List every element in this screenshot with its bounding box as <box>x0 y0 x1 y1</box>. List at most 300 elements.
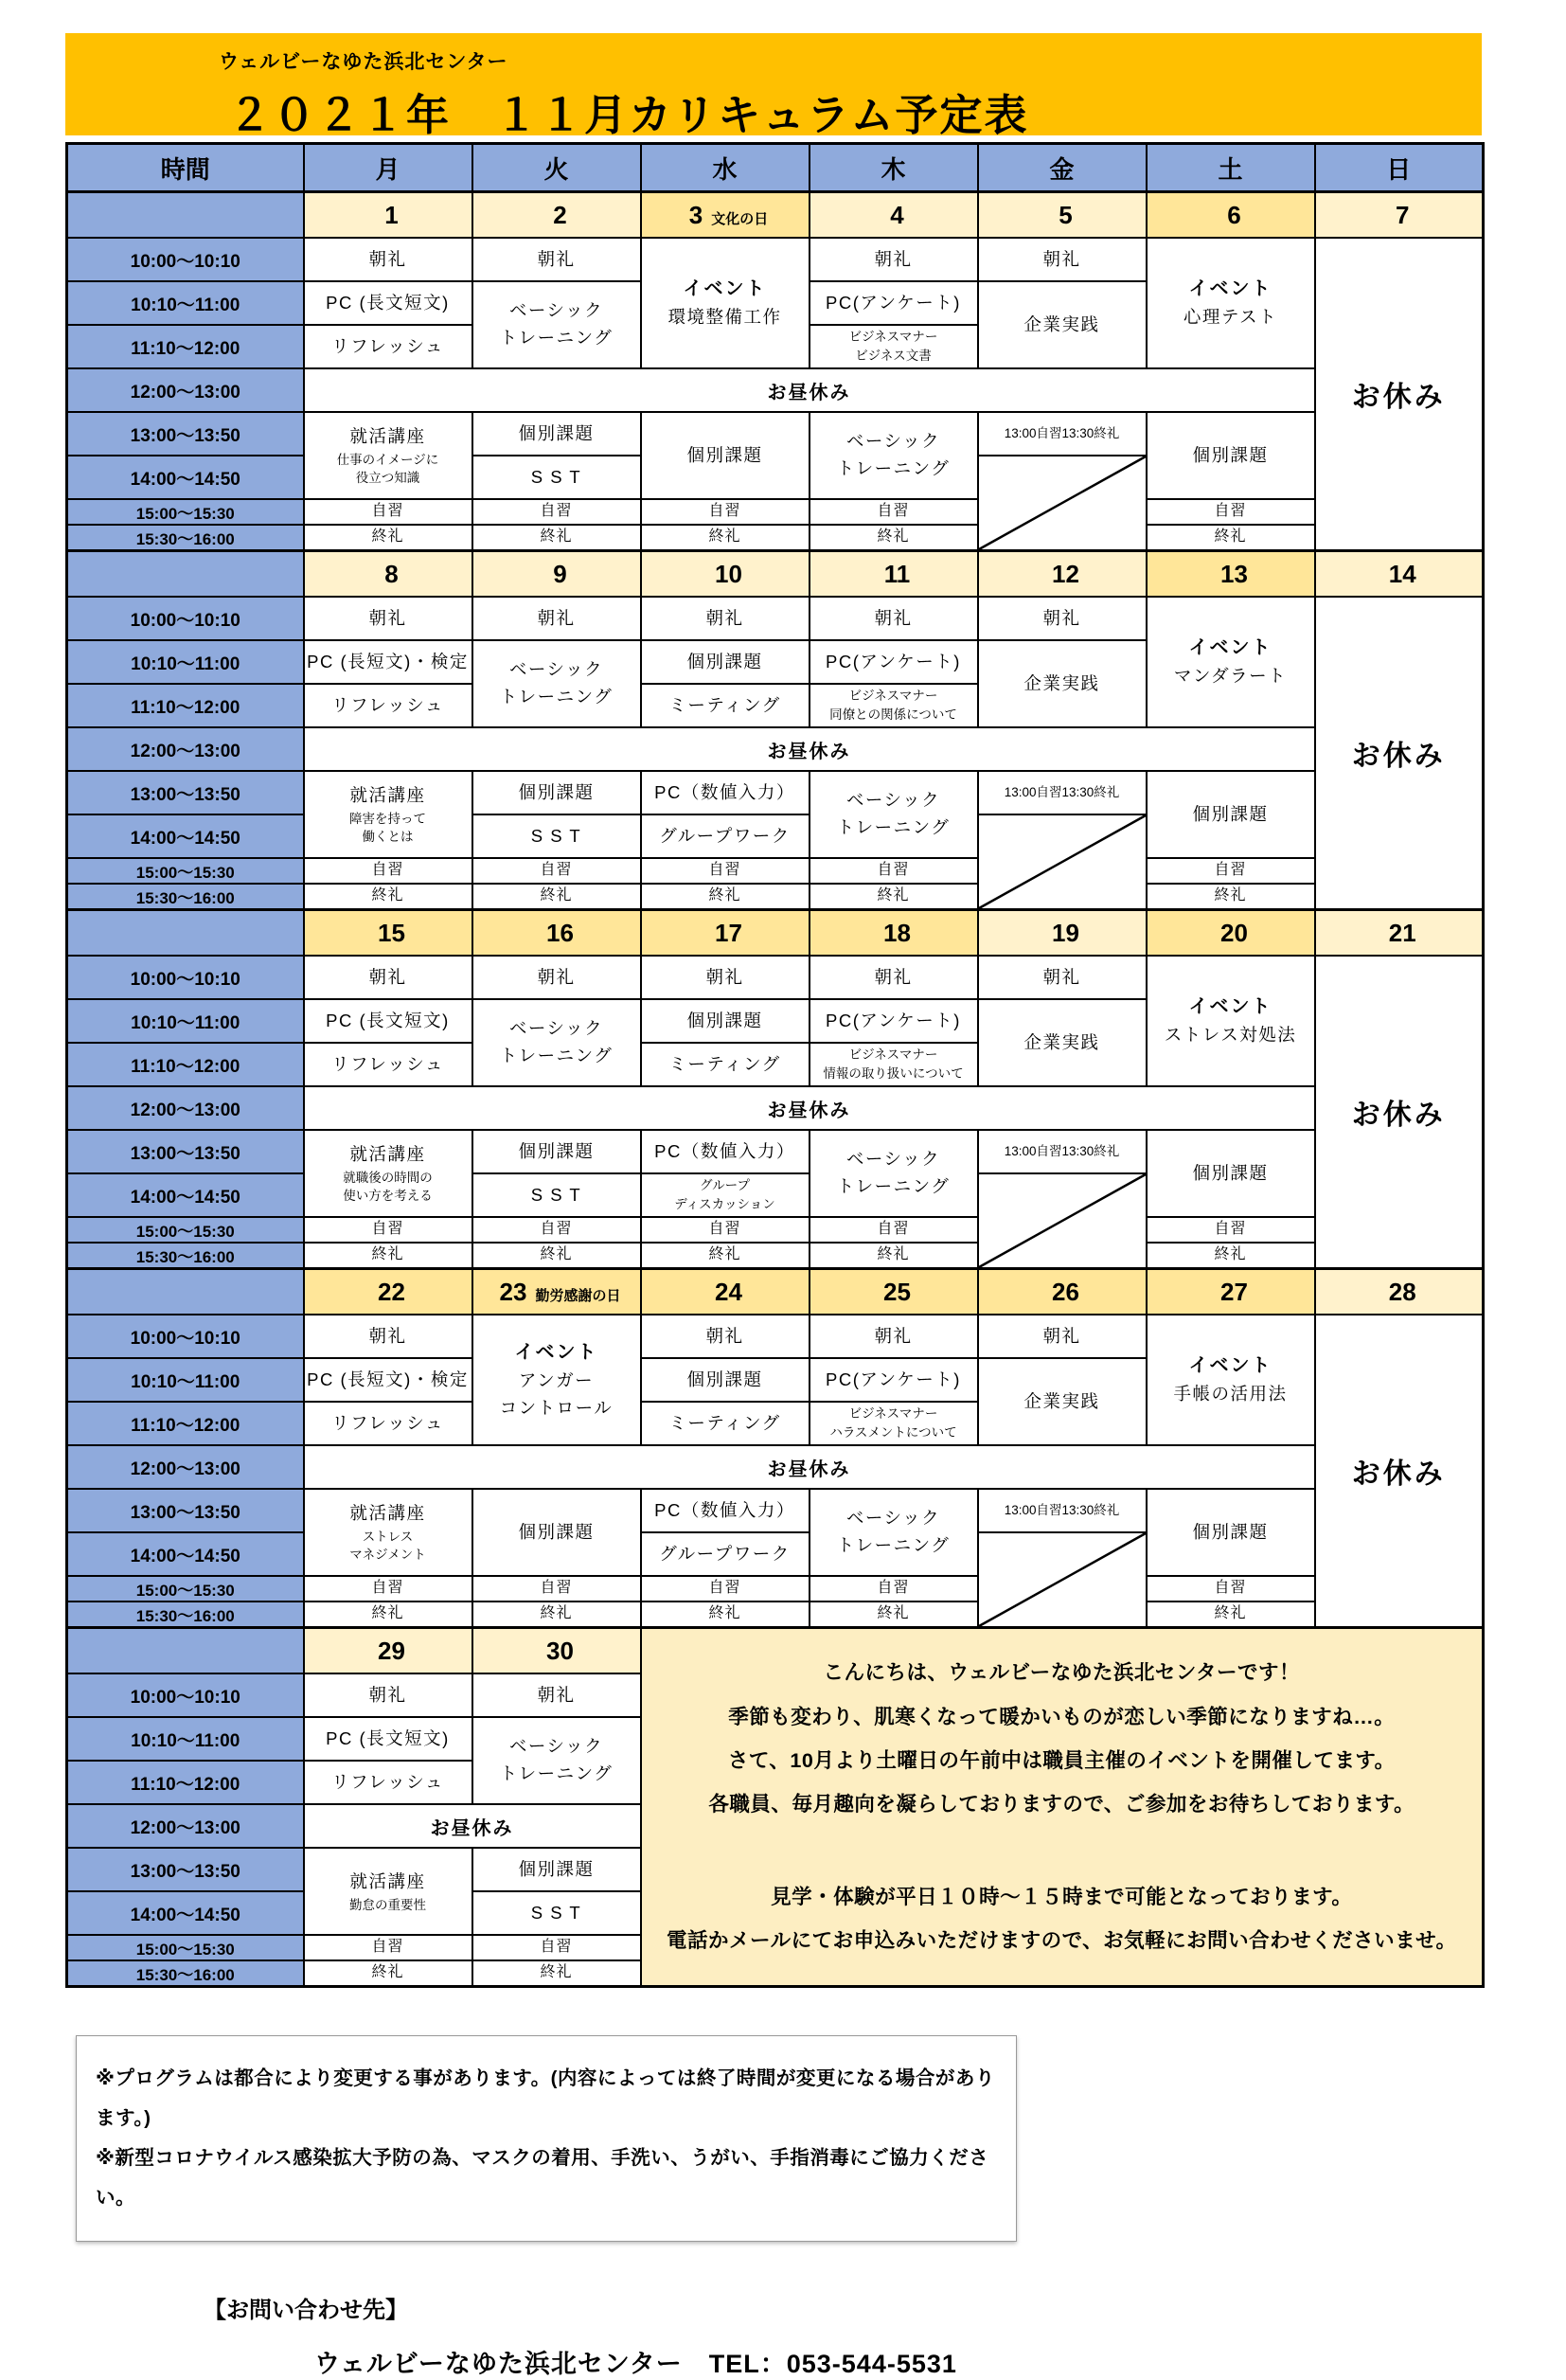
activity-line: 朝礼 <box>537 966 576 987</box>
time-cell: 14:00～14:50 <box>67 1173 304 1217</box>
activity-line: 終礼 <box>540 1964 573 1981</box>
date-number: 14 <box>1388 559 1416 588</box>
schedule-row <box>67 1576 1484 1602</box>
activity-cell <box>1147 1130 1315 1217</box>
closed-cell: お休み <box>1315 1315 1484 1628</box>
time-header-cell: 時間 <box>67 144 304 192</box>
activity-line: 自習 <box>540 1221 573 1238</box>
activity-line: 朝礼 <box>1042 966 1081 987</box>
time-cell: 11:10～12:00 <box>67 684 304 727</box>
date-row <box>67 1628 1484 1674</box>
activity-line: 朝礼 <box>705 966 744 987</box>
activity-line: 朝礼 <box>1042 248 1081 269</box>
date-cell <box>1147 1269 1315 1315</box>
activity-line: 終礼 <box>540 528 573 546</box>
closed-cell: お休み <box>1315 956 1484 1269</box>
activity-cell <box>472 1673 641 1717</box>
date-row-corner <box>67 551 304 598</box>
activity-line: 個別課題 <box>518 1858 595 1879</box>
activity-line: 13:00自習13:30終礼 <box>1004 1503 1120 1518</box>
activity-cell <box>472 1243 641 1269</box>
activity-line: S S T <box>530 825 582 846</box>
date-cell <box>978 910 1147 957</box>
activity-line: ベーシック <box>845 431 941 452</box>
activity-cell <box>810 684 978 727</box>
date-cell <box>1147 551 1315 598</box>
activity-line: 終礼 <box>1214 528 1247 546</box>
activity-line: 終礼 <box>1214 887 1247 904</box>
activity-line: 勤怠の重要性 <box>349 1897 426 1912</box>
activity-cell <box>978 1315 1147 1358</box>
schedule-row <box>67 858 1484 884</box>
activity-line: 朝礼 <box>1042 1325 1081 1346</box>
message-line: 見学・体験が平日１０時～１５時まで可能となっております。 <box>771 1886 1353 1909</box>
activity-line: リフレッシュ <box>331 335 444 356</box>
date-row-corner <box>67 910 304 957</box>
time-cell: 10:10～11:00 <box>67 1717 304 1761</box>
activity-line: 自習 <box>708 503 741 520</box>
activity-line: 企業実践 <box>1023 672 1100 693</box>
activity-line: ベーシック <box>508 1018 604 1039</box>
message-line: さて、10月より土曜日の午前中は職員主催のイベントを開催してます。 <box>727 1748 1396 1772</box>
day-header-cell: 火 <box>472 144 641 192</box>
diagonal-cell <box>978 814 1147 910</box>
date-cell <box>1315 910 1484 957</box>
activity-line: 個別課題 <box>686 651 763 671</box>
activity-line: ベーシック <box>845 790 941 811</box>
schedule-row <box>67 1243 1484 1269</box>
date-number: 29 <box>378 1636 405 1665</box>
activity-line: ビジネスマナー <box>848 1406 938 1422</box>
day-header-cell: 月 <box>304 144 472 192</box>
activity-cell <box>472 814 641 858</box>
activity-line: 終礼 <box>877 1246 910 1263</box>
activity-cell <box>1147 412 1315 499</box>
activity-cell <box>304 281 472 325</box>
activity-cell <box>810 1130 978 1217</box>
activity-cell <box>810 412 978 499</box>
time-cell: 13:00～13:50 <box>67 771 304 814</box>
message-line: 電話かメールにてお申込みいただけますので、お気軽にお問い合わせくださいませ。 <box>667 1929 1457 1953</box>
activity-line: 心理テスト <box>1183 307 1278 328</box>
activity-cell <box>472 999 641 1086</box>
activity-cell <box>1147 858 1315 884</box>
schedule-row <box>67 1315 1484 1358</box>
activity-cell <box>641 1217 810 1243</box>
activity-line: 企業実践 <box>1023 313 1100 334</box>
time-cell: 15:30～16:00 <box>67 1960 304 1987</box>
activity-line: ストレス <box>362 1529 414 1544</box>
activity-line: 情報の取り扱いについて <box>823 1066 964 1081</box>
time-cell: 13:00～13:50 <box>67 1848 304 1891</box>
activity-cell <box>978 1358 1147 1445</box>
activity-line: ビジネスマナー <box>848 1047 938 1063</box>
activity-cell <box>472 1602 641 1628</box>
activity-line: 就活講座 <box>349 1144 426 1165</box>
activity-cell <box>304 1489 472 1576</box>
activity-line: 自習 <box>1214 503 1247 520</box>
day-header-cell: 金 <box>978 144 1147 192</box>
activity-line: 朝礼 <box>537 607 576 628</box>
lunch-cell: お昼休み <box>304 727 1315 771</box>
activity-cell <box>810 525 978 551</box>
activity-cell <box>641 814 810 858</box>
schedule-row <box>67 597 1484 640</box>
activity-line: マネジメント <box>349 1548 426 1563</box>
activity-line: 自習 <box>540 503 573 520</box>
time-cell: 14:00～14:50 <box>67 1891 304 1935</box>
date-cell <box>810 910 978 957</box>
activity-cell <box>1147 771 1315 858</box>
activity-cell <box>641 999 810 1043</box>
date-number: 26 <box>1052 1277 1079 1306</box>
activity-cell <box>472 281 641 368</box>
activity-cell <box>810 281 978 325</box>
activity-line: PC(アンケート) <box>826 1369 961 1389</box>
date-row-corner <box>67 1269 304 1315</box>
activity-cell <box>1147 238 1315 368</box>
activity-cell <box>1147 884 1315 910</box>
time-cell: 11:10～12:00 <box>67 1402 304 1445</box>
activity-line: 終礼 <box>371 1964 404 1981</box>
activity-line: 自習 <box>877 862 910 879</box>
activity-line: 13:00自習13:30終礼 <box>1004 426 1120 441</box>
activity-line: 個別課題 <box>518 422 595 443</box>
activity-line: S S T <box>530 1184 582 1205</box>
activity-cell <box>641 684 810 727</box>
activity-cell <box>978 597 1147 640</box>
activity-line: 13:00自習13:30終礼 <box>1004 1144 1120 1159</box>
activity-cell <box>304 1043 472 1086</box>
date-cell <box>472 192 641 239</box>
activity-cell <box>304 499 472 525</box>
lunch-cell: お昼休み <box>304 1086 1315 1130</box>
activity-cell <box>472 1173 641 1217</box>
activity-cell <box>810 1315 978 1358</box>
time-cell: 12:00～13:00 <box>67 1445 304 1489</box>
activity-line: 個別課題 <box>518 781 595 802</box>
activity-line: 同僚との関係について <box>829 707 957 722</box>
day-header-cell: 土 <box>1147 144 1315 192</box>
activity-cell <box>472 1130 641 1173</box>
activity-line: リフレッシュ <box>331 1053 444 1074</box>
activity-line: PC (長文短文) <box>326 292 450 313</box>
date-number: 1 <box>384 200 399 229</box>
activity-line: 個別課題 <box>518 1521 595 1542</box>
time-cell: 10:10～11:00 <box>67 281 304 325</box>
message-cell <box>641 1628 1484 1987</box>
activity-cell <box>472 1891 641 1935</box>
activity-cell <box>304 412 472 499</box>
activity-line: 自習 <box>371 1939 404 1956</box>
schedule-row <box>67 1489 1484 1532</box>
activity-line: 終礼 <box>371 887 404 904</box>
date-cell <box>304 910 472 957</box>
activity-cell <box>641 771 810 814</box>
activity-line: 終礼 <box>371 1246 404 1263</box>
date-cell <box>472 551 641 598</box>
banner <box>65 33 1482 139</box>
schedule-row <box>67 238 1484 281</box>
activity-line: 自習 <box>877 503 910 520</box>
activity-cell <box>472 771 641 814</box>
time-cell: 13:00～13:50 <box>67 1489 304 1532</box>
schedule-row <box>67 1086 1484 1130</box>
time-cell: 15:00～15:30 <box>67 1217 304 1243</box>
time-cell: 13:00～13:50 <box>67 412 304 456</box>
activity-cell <box>641 956 810 999</box>
activity-line: 役立つ知識 <box>355 471 420 486</box>
date-number: 22 <box>378 1277 405 1306</box>
activity-line: 13:00自習13:30終礼 <box>1004 785 1120 800</box>
date-number: 19 <box>1052 918 1079 947</box>
activity-cell <box>304 640 472 684</box>
activity-line: 自習 <box>540 1939 573 1956</box>
activity-cell <box>472 1717 641 1804</box>
activity-cell <box>641 525 810 551</box>
activity-line: リフレッシュ <box>331 1412 444 1433</box>
time-cell: 12:00～13:00 <box>67 1804 304 1848</box>
activity-line: 個別課題 <box>1192 1521 1269 1542</box>
activity-cell <box>641 1602 810 1628</box>
time-cell: 15:00～15:30 <box>67 499 304 525</box>
date-number: 24 <box>715 1277 742 1306</box>
time-cell: 15:00～15:30 <box>67 1576 304 1602</box>
date-row-corner <box>67 1628 304 1674</box>
activity-cell <box>472 412 641 456</box>
date-cell <box>1315 192 1484 239</box>
date-row <box>67 551 1484 598</box>
activity-line: 終礼 <box>540 1246 573 1263</box>
activity-line: 終礼 <box>877 528 910 546</box>
header-row <box>67 144 1484 192</box>
activity-cell <box>810 597 978 640</box>
activity-cell <box>472 499 641 525</box>
activity-line: 自習 <box>708 1221 741 1238</box>
schedule-row <box>67 1130 1484 1173</box>
activity-cell <box>641 597 810 640</box>
activity-line: 自習 <box>877 1221 910 1238</box>
activity-cell <box>1147 1576 1315 1602</box>
activity-line: ディスカッション <box>674 1197 775 1211</box>
activity-cell <box>304 1673 472 1717</box>
page-title: ２０２１年 １１月カリキュラム予定表 <box>228 91 1029 139</box>
activity-cell <box>304 597 472 640</box>
date-number: 20 <box>1220 918 1248 947</box>
curriculum-table <box>65 142 1485 1988</box>
note-line: ※新型コロナウイルス感染拡大予防の為、マスクの着用、手洗い、うがい、手指消毒にご協力ください。 <box>96 2147 989 2210</box>
day-header-cell: 水 <box>641 144 810 192</box>
time-cell: 15:30～16:00 <box>67 525 304 551</box>
activity-cell <box>472 456 641 499</box>
time-cell: 15:30～16:00 <box>67 1243 304 1269</box>
date-cell <box>472 910 641 957</box>
activity-cell <box>641 1576 810 1602</box>
date-cell <box>978 192 1147 239</box>
holiday-label: 文化の日 <box>711 210 769 227</box>
activity-cell <box>472 1935 641 1960</box>
activity-cell <box>472 1576 641 1602</box>
contact-heading: 【お問い合わせ先】 <box>204 2298 408 2324</box>
activity-line: トレーニング <box>836 458 951 478</box>
time-cell: 15:00～15:30 <box>67 1935 304 1960</box>
time-cell: 11:10～12:00 <box>67 325 304 368</box>
date-cell <box>472 1269 641 1315</box>
date-number: 15 <box>378 918 405 947</box>
message-gap <box>642 1826 1483 1875</box>
activity-cell <box>810 1602 978 1628</box>
date-number: 12 <box>1052 559 1079 588</box>
activity-cell <box>1147 956 1315 1086</box>
activity-line: ミーティング <box>668 694 781 715</box>
page <box>0 33 1566 2379</box>
activity-line: トレーニング <box>836 1535 951 1555</box>
date-cell <box>978 1269 1147 1315</box>
date-number: 30 <box>546 1636 574 1665</box>
activity-cell <box>641 1043 810 1086</box>
activity-cell <box>978 771 1147 814</box>
activity-line: 終礼 <box>708 528 741 546</box>
activity-line: アンガー <box>518 1369 595 1390</box>
activity-cell <box>978 1489 1147 1532</box>
activity-cell <box>810 499 978 525</box>
activity-line: 朝礼 <box>368 1325 407 1346</box>
date-row <box>67 910 1484 957</box>
activity-cell <box>304 1358 472 1402</box>
schedule-row <box>67 1445 1484 1489</box>
activity-cell <box>304 858 472 884</box>
activity-line: 終礼 <box>877 1605 910 1622</box>
activity-cell <box>1147 597 1315 727</box>
day-header-cell: 木 <box>810 144 978 192</box>
time-cell: 10:10～11:00 <box>67 640 304 684</box>
activity-line: 自習 <box>1214 1580 1247 1597</box>
activity-line: 自習 <box>371 503 404 520</box>
activity-line: 朝礼 <box>537 1684 576 1705</box>
contact-line: ウェルビーなゆた浜北センター TEL：053-544-5531 <box>314 2350 957 2379</box>
closed-cell: お休み <box>1315 238 1484 551</box>
activity-line: PC (長短文)・検定 <box>307 651 469 671</box>
activity-line: 自習 <box>1214 862 1247 879</box>
activity-line: グループ <box>700 1178 750 1193</box>
activity-line: S S T <box>530 466 582 487</box>
activity-cell <box>1147 1243 1315 1269</box>
activity-line: 個別課題 <box>686 1010 763 1030</box>
activity-line: 手帳の活用法 <box>1173 1384 1288 1405</box>
activity-line: 朝礼 <box>368 1684 407 1705</box>
activity-line: イベント <box>1188 1355 1272 1377</box>
schedule-row <box>67 956 1484 999</box>
activity-line: PC（数値入力） <box>654 781 795 802</box>
time-cell: 14:00～14:50 <box>67 456 304 499</box>
activity-line: 障害を持って <box>349 811 426 826</box>
date-number: 25 <box>883 1277 911 1306</box>
date-cell <box>1315 1269 1484 1315</box>
date-number: 4 <box>890 200 904 229</box>
activity-line: イベント <box>683 278 767 300</box>
activity-cell <box>810 999 978 1043</box>
activity-cell <box>641 1130 810 1173</box>
activity-line: ミーティング <box>668 1412 781 1433</box>
activity-line: 終礼 <box>371 1605 404 1622</box>
date-cell <box>472 1628 641 1674</box>
activity-cell <box>304 771 472 858</box>
day-header-cell: 日 <box>1315 144 1484 192</box>
activity-line: ベーシック <box>845 1508 941 1529</box>
activity-cell <box>472 1489 641 1576</box>
activity-cell <box>641 640 810 684</box>
activity-line: ベーシック <box>508 659 604 680</box>
diagonal-cell <box>978 456 1147 551</box>
activity-cell <box>810 884 978 910</box>
activity-line: 終礼 <box>540 1605 573 1622</box>
activity-line: 終礼 <box>1214 1246 1247 1263</box>
activity-line: 使い方を考える <box>343 1189 433 1204</box>
activity-cell <box>304 1761 472 1804</box>
date-row-corner <box>67 192 304 239</box>
activity-cell <box>641 884 810 910</box>
activity-cell <box>304 1602 472 1628</box>
date-number: 27 <box>1220 1277 1248 1306</box>
time-cell: 11:10～12:00 <box>67 1761 304 1804</box>
activity-cell <box>472 1217 641 1243</box>
activity-line: 就職後の時間の <box>343 1170 433 1185</box>
date-row <box>67 192 1484 239</box>
date-number: 8 <box>384 559 399 588</box>
activity-line: 終礼 <box>1214 1605 1247 1622</box>
activity-cell <box>978 412 1147 456</box>
activity-cell <box>472 1848 641 1891</box>
activity-cell <box>978 640 1147 727</box>
activity-cell <box>810 1402 978 1445</box>
diagonal-line-icon <box>979 815 1146 908</box>
activity-line: PC (長短文)・検定 <box>307 1369 469 1389</box>
time-cell: 10:00～10:10 <box>67 1315 304 1358</box>
date-number: 6 <box>1227 200 1241 229</box>
activity-line: 自習 <box>371 862 404 879</box>
closed-cell: お休み <box>1315 597 1484 910</box>
time-cell: 12:00～13:00 <box>67 368 304 412</box>
date-number: 2 <box>553 200 567 229</box>
activity-line: 朝礼 <box>874 1325 913 1346</box>
activity-cell <box>978 1130 1147 1173</box>
activity-line: 自習 <box>540 1580 573 1597</box>
activity-cell <box>810 771 978 858</box>
activity-cell <box>810 640 978 684</box>
activity-cell <box>472 1960 641 1987</box>
note-line: ※プログラムは都合により変更する事があります。(内容によっては終了時間が変更になる場合があります。) <box>96 2067 995 2130</box>
activity-cell <box>304 1960 472 1987</box>
activity-line: リフレッシュ <box>331 694 444 715</box>
diagonal-cell <box>978 1173 1147 1269</box>
message-line: こんにちは、ウェルビーなゆた浜北センターです！ <box>823 1661 1300 1685</box>
activity-line: 個別課題 <box>1192 803 1269 824</box>
activity-cell <box>304 1935 472 1960</box>
diagonal-line-icon <box>979 456 1146 549</box>
date-cell <box>304 1628 472 1674</box>
date-number: 18 <box>883 918 911 947</box>
activity-line: 個別課題 <box>686 1369 763 1389</box>
activity-line: 個別課題 <box>1192 1162 1269 1183</box>
activity-cell <box>1147 1217 1315 1243</box>
activity-cell <box>978 238 1147 281</box>
date-number: 5 <box>1059 200 1073 229</box>
activity-line: 就活講座 <box>349 785 426 806</box>
schedule-row <box>67 525 1484 551</box>
date-cell <box>810 192 978 239</box>
activity-line: 朝礼 <box>705 1325 744 1346</box>
activity-line: 自習 <box>371 1221 404 1238</box>
